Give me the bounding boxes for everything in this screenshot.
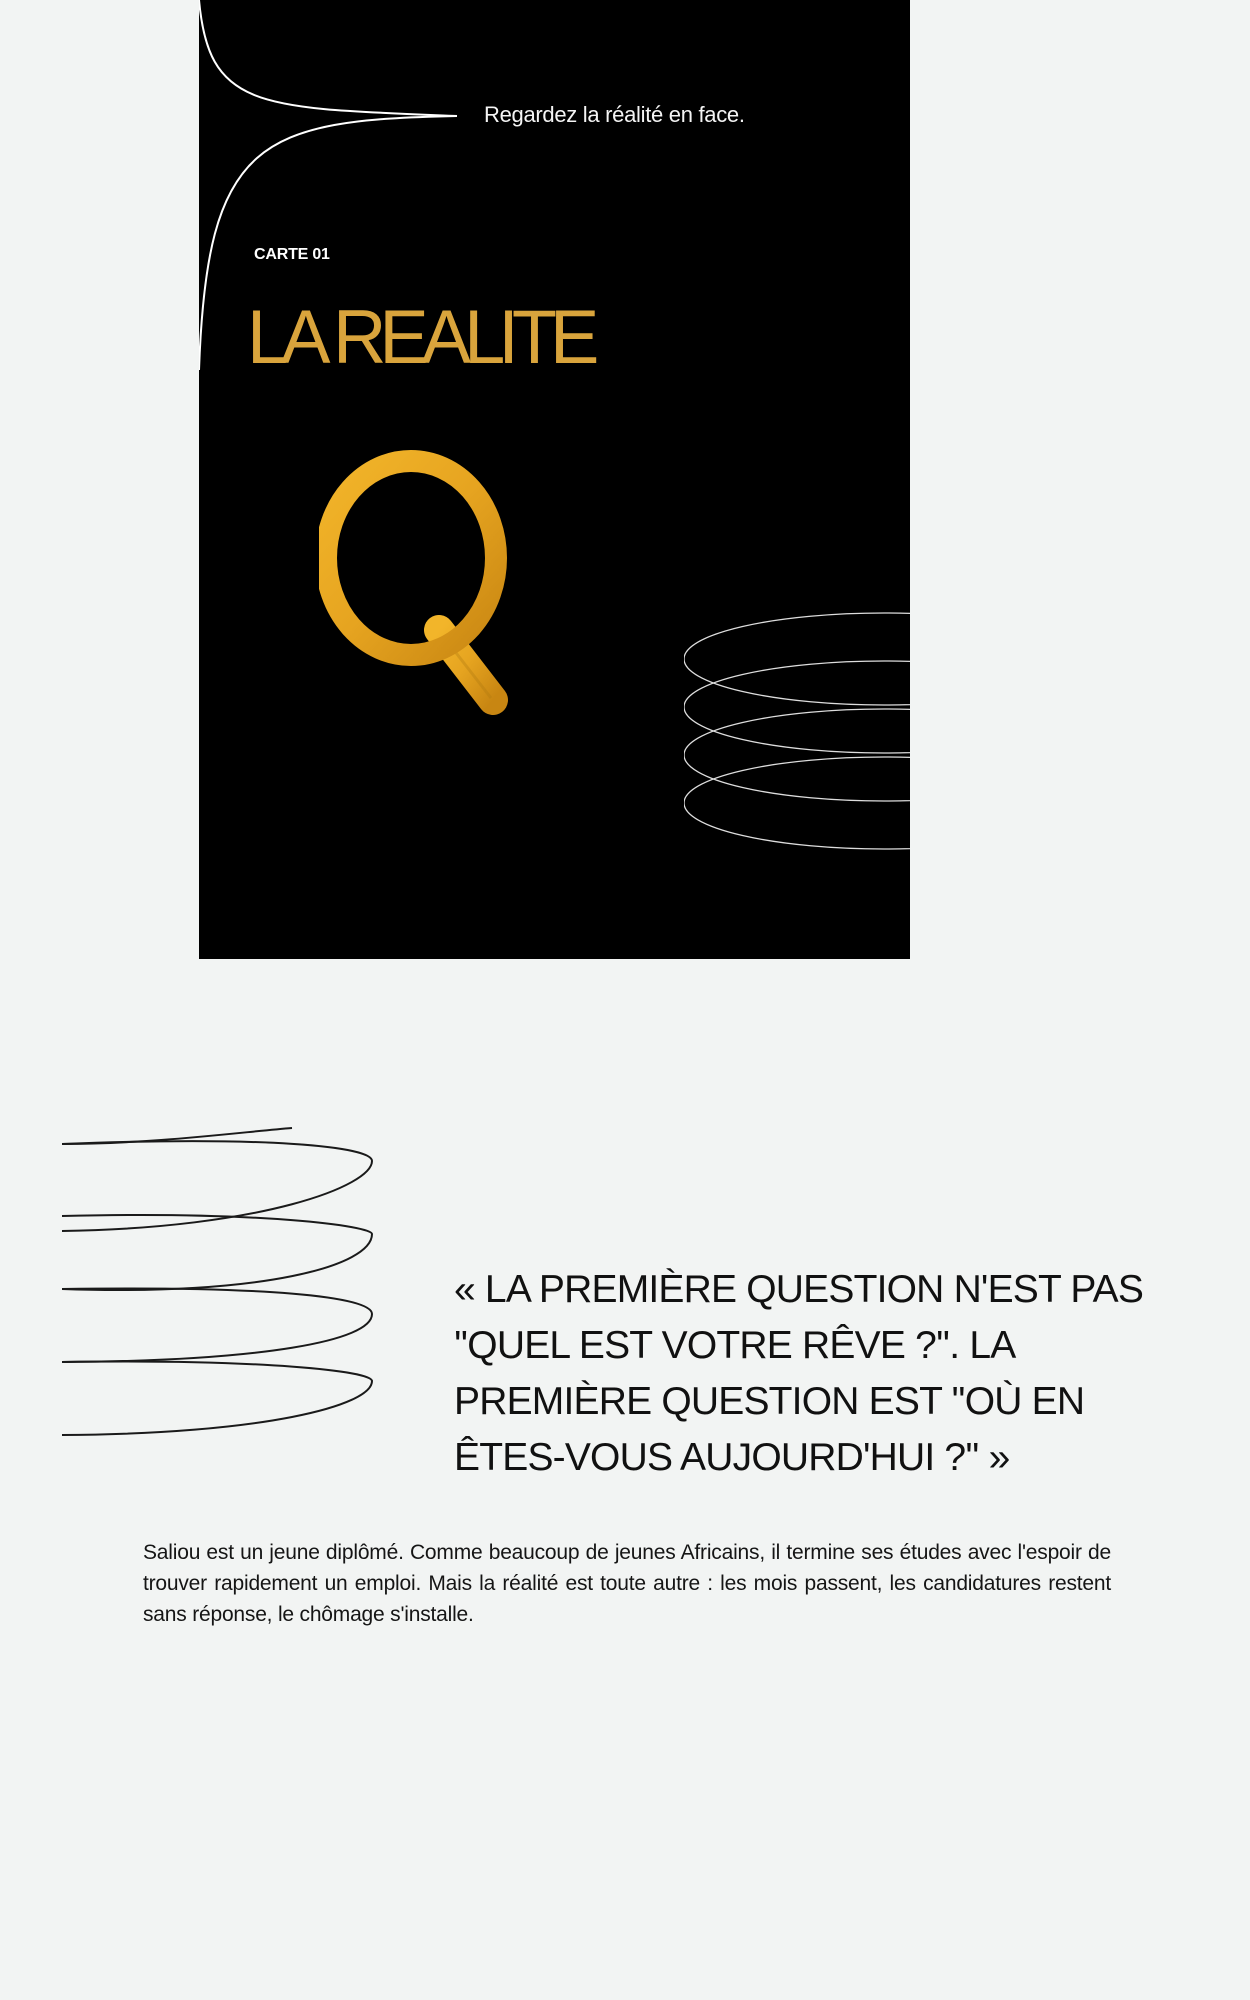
pull-quote: « LA PREMIÈRE QUESTION N'EST PAS ''QUEL EST VOTRE RÊVE ?''. LA PREMIÈRE QUESTION EST ''OÙ EN ÊTES-VOUS AUJOURD'HUI ?'' » (454, 1268, 1144, 1479)
magnifying-glass-icon (319, 440, 519, 740)
body-paragraph: Saliou est un jeune diplômé. Comme beaucoup de jeunes Africains, il termine ses études avec l'espoir de trouver rapidement un emploi. Mais la réalité est toute autre : les mois passent, les candidatures restent sans réponse, le chômage s'installe. (143, 1541, 1111, 1626)
card-title: LA REALITE (247, 293, 593, 380)
coil-decoration-left (62, 1126, 382, 1446)
coil-decoration (684, 612, 910, 902)
card-number-label: CARTE 01 (254, 246, 330, 263)
card-tagline: Regardez la réalité en face. (484, 102, 745, 127)
cover-card (199, 0, 910, 959)
